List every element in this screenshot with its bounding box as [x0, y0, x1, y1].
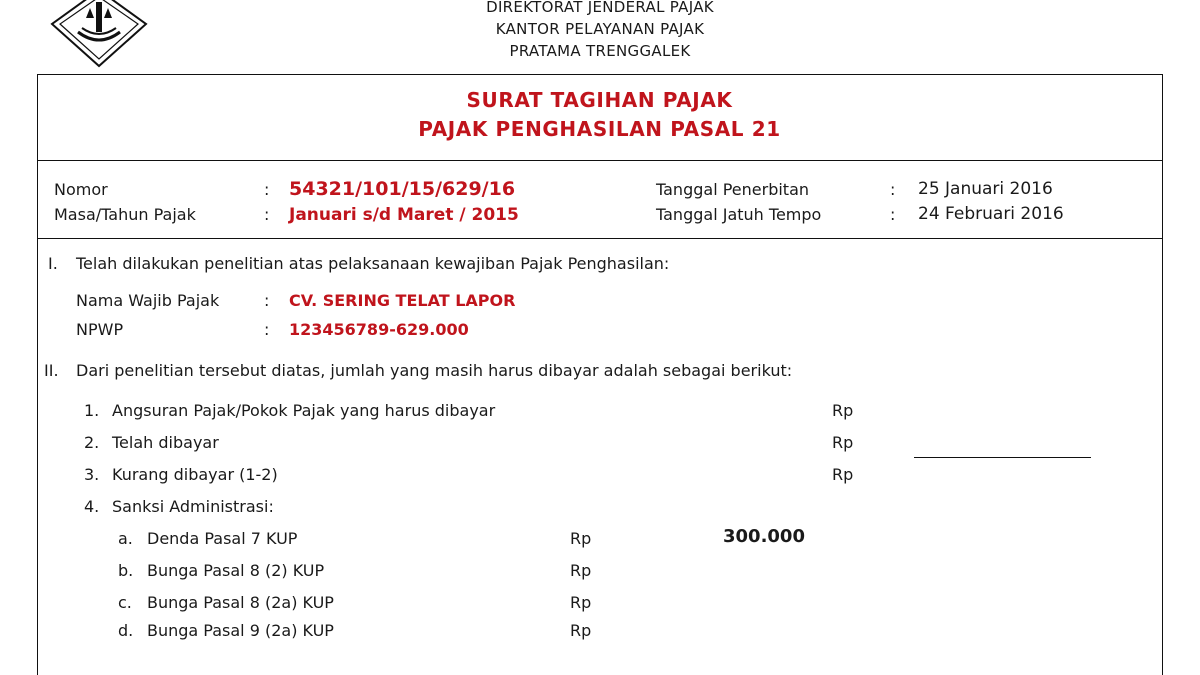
- sub-item-d-currency: Rp: [570, 621, 592, 640]
- item-4-label: Sanksi Administrasi:: [112, 497, 274, 516]
- colon: :: [264, 205, 270, 224]
- sub-item-a-number: a.: [118, 529, 133, 548]
- item-1-currency: Rp: [832, 401, 854, 420]
- masa-label: Masa/Tahun Pajak: [54, 205, 196, 224]
- nomor-value: 54321/101/15/629/16: [289, 178, 516, 200]
- section-2-numeral: II.: [44, 361, 59, 380]
- sub-item-d-number: d.: [118, 621, 134, 640]
- item-1-label: Angsuran Pajak/Pokok Pajak yang harus dibayar: [112, 401, 496, 420]
- colon: :: [890, 205, 896, 224]
- npwp-value: 123456789-629.000: [289, 320, 469, 339]
- sub-item-c-currency: Rp: [570, 593, 592, 612]
- sub-item-b-number: b.: [118, 561, 134, 580]
- subtotal-underline: [914, 457, 1091, 458]
- djp-emblem-icon: [48, 0, 150, 70]
- sub-item-b-label: Bunga Pasal 8 (2) KUP: [147, 561, 325, 580]
- section-1-numeral: I.: [48, 254, 58, 273]
- tempo-value: 24 Februari 2016: [918, 204, 1064, 224]
- sub-item-a-currency: Rp: [570, 529, 592, 548]
- item-2-number: 2.: [84, 433, 100, 452]
- sub-item-b-currency: Rp: [570, 561, 592, 580]
- document-title: SURAT TAGIHAN PAJAK: [466, 88, 733, 112]
- item-1-number: 1.: [84, 401, 100, 420]
- masa-value: Januari s/d Maret / 2015: [289, 205, 519, 225]
- sub-item-c-number: c.: [118, 593, 132, 612]
- colon: :: [264, 291, 270, 310]
- terbit-label: Tanggal Penerbitan: [656, 180, 810, 199]
- item-3-currency: Rp: [832, 465, 854, 484]
- office-line-1: DIREKTORAT JENDERAL PAJAK: [486, 0, 714, 16]
- sub-item-d-label: Bunga Pasal 9 (2a) KUP: [147, 621, 334, 640]
- npwp-label: NPWP: [76, 320, 124, 339]
- section-2-text: Dari penelitian tersebut diatas, jumlah yang masih harus dibayar adalah sebagai berikut:: [76, 361, 793, 380]
- document-subtitle: PAJAK PENGHASILAN PASAL 21: [418, 117, 781, 141]
- item-2-label: Telah dibayar: [112, 433, 219, 452]
- nama-label: Nama Wajib Pajak: [76, 291, 220, 310]
- tempo-label: Tanggal Jatuh Tempo: [656, 205, 822, 224]
- sub-item-a-label: Denda Pasal 7 KUP: [147, 529, 298, 548]
- item-3-number: 3.: [84, 465, 100, 484]
- colon: :: [890, 180, 896, 199]
- office-line-3: PRATAMA TRENGGALEK: [509, 42, 691, 60]
- nomor-label: Nomor: [54, 180, 108, 199]
- office-line-2: KANTOR PELAYANAN PAJAK: [495, 20, 705, 38]
- sub-item-c-label: Bunga Pasal 8 (2a) KUP: [147, 593, 334, 612]
- sub-item-a-amount: 300.000: [723, 526, 805, 547]
- colon: :: [264, 320, 270, 339]
- divider-meta: [37, 238, 1162, 239]
- nama-value: CV. SERING TELAT LAPOR: [289, 291, 516, 310]
- item-3-label: Kurang dibayar (1-2): [112, 465, 278, 484]
- colon: :: [264, 180, 270, 199]
- item-4-number: 4.: [84, 497, 100, 516]
- terbit-value: 25 Januari 2016: [918, 179, 1053, 199]
- divider-title: [37, 160, 1162, 161]
- section-1-text: Telah dilakukan penelitian atas pelaksanaan kewajiban Pajak Penghasilan:: [76, 254, 670, 273]
- item-2-currency: Rp: [832, 433, 854, 452]
